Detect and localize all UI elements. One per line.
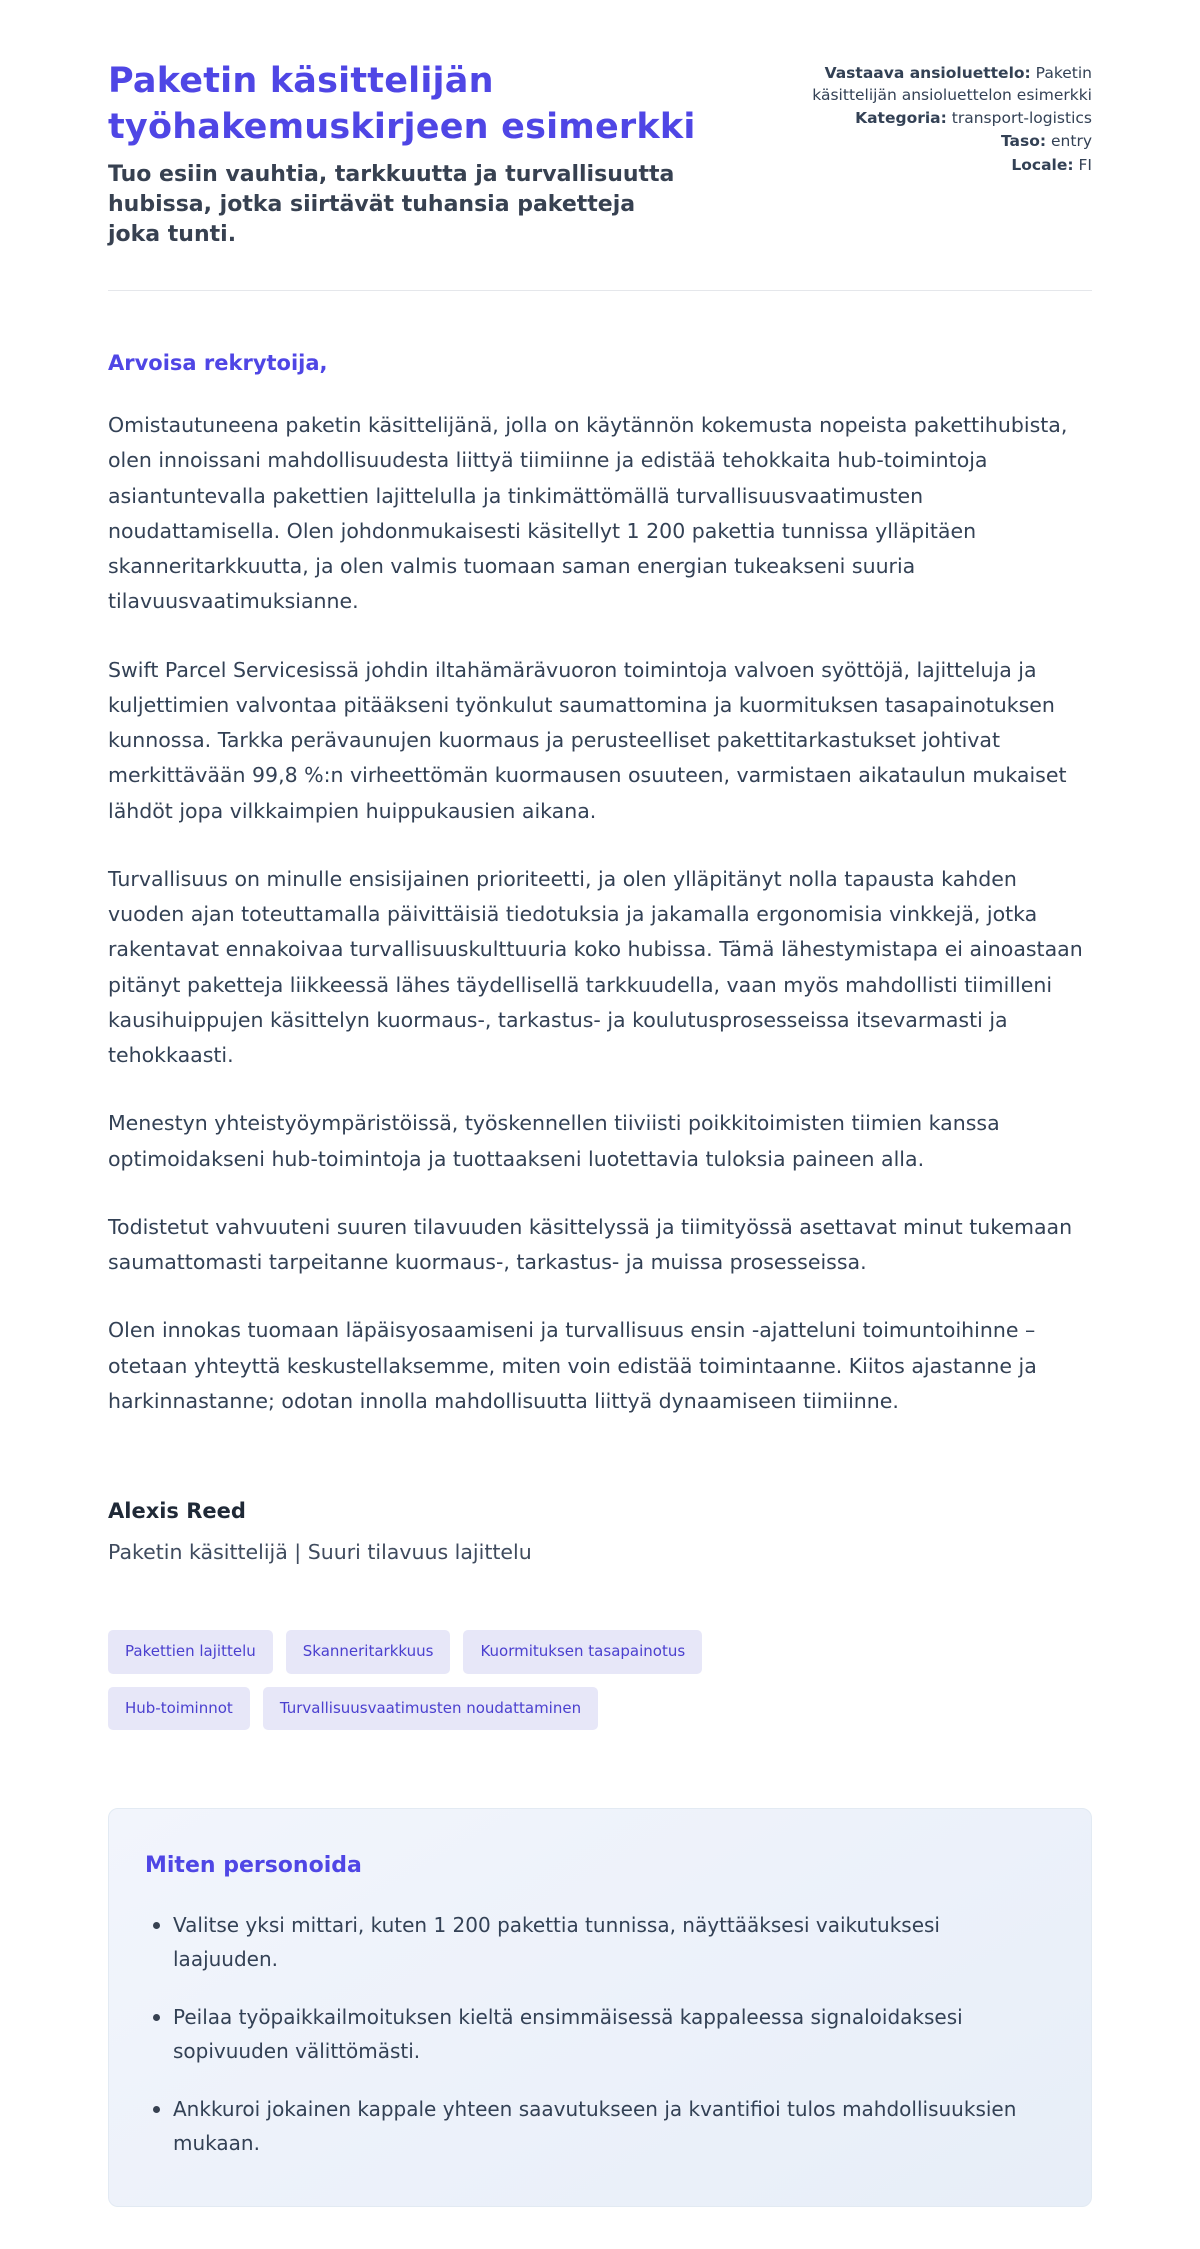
- skill-tags: [108, 1630, 808, 1730]
- header-title-block: [108, 58, 728, 250]
- paragraph: Todistetut vahvuuteni suuren tilavuuden käsittelyssä ja tiimityössä asettavat minut tukemaan saumattomasti tarpeitanne kuormaus-, tarkastus- ja muissa prosesseissa.: [108, 1214, 1073, 1275]
- meta-row-level: [792, 130, 1092, 152]
- page-subtitle: Tuo esiin vauhtia, tarkkuutta ja turvallisuutta hubissa, jotka siirtävät tuhansia paketteja joka tunti.: [108, 162, 675, 248]
- signature-role: Paketin käsittelijä | Suuri tilavuus lajittelu: [108, 1540, 532, 1565]
- meta-label: Taso:: [1000, 132, 1047, 151]
- paragraph: Menestyn yhteistyöympäristöissä, työskennellen tiiviisti poikkitoimisten tiimien kanssa optimoidakseni hub-toimintoja ja tuottaakseni luotettavia tuloksia paineen alla.: [108, 1111, 1000, 1171]
- paragraph: Turvallisuus on minulle ensisijainen prioriteetti, ja olen ylläpitänyt nolla tapausta kahden vuoden ajan toteuttamalla päivittäisiä tiedotuksia ja jakamalla ergonomisia vinkkejä, jotka rakentavat ennakoivaa turvallisuuskulttuuria koko hubissa. Tämä lähestymistapa ei ainoastaan pitänyt paketteja liikkeessä lähes täydellisellä tarkkuudella, vaan myös mahdollisti tiimilleni kausihuippujen käsittelyn kuormaus-, tarkastus- ja koulutusprosesseissa itsevarmasti ja tehokkaasti.: [108, 866, 1083, 1068]
- page-header: [108, 58, 1092, 250]
- skill-tag[interactable]: Pakettien lajittelu: [108, 1630, 273, 1674]
- skill-tag[interactable]: Hub-toiminnot: [108, 1687, 250, 1731]
- meta-label: Vastaava ansioluettelo:: [824, 64, 1031, 82]
- meta-label: Kategoria:: [855, 109, 947, 128]
- signature-name: Alexis Reed: [108, 1499, 246, 1524]
- meta-value: transport-logistics: [951, 109, 1092, 128]
- paragraph: Swift Parcel Servicesissä johdin iltahämärävuoron toimintoja valvoen syöttöjä, lajitteluja ja kuljettimien valvontaa pitääkseni työnkulut saumattomina ja kuormituksen tasapainotuksen kunnossa. Tarkka perävaunujen kuormaus ja perusteelliset pakettitarkastukset johtivat merkittävään 99,8 %:n virheettömän kuormausen osuuteen, varmistaen aikataulun mukaiset lähdöt jopa vilkkaimpien huippukausien aikana.: [108, 657, 1067, 823]
- meta-value: entry: [1051, 132, 1092, 151]
- tip-item: Peilaa työpaikkailmoituksen kieltä ensimmäisessä kappaleessa signaloidaksesi sopivuuden välittömästi.: [145, 2000, 1045, 2069]
- tips-title: Miten personoida: [145, 1853, 362, 1879]
- skill-tag[interactable]: Skanneritarkkuus: [286, 1630, 451, 1674]
- meta-panel: [792, 58, 1092, 250]
- meta-value: FI: [1078, 155, 1092, 174]
- header-divider: [108, 290, 1092, 291]
- meta-label: Locale:: [1011, 155, 1074, 174]
- meta-row-category: [792, 107, 1092, 129]
- meta-row-locale: [792, 154, 1092, 176]
- page-title: Paketin käsittelijän työhakemuskirjeen esimerkki: [108, 61, 696, 148]
- tip-item: Ankkuroi jokainen kappale yhteen saavutukseen ja kvantifioi tulos mahdollisuuksien mukaan.: [145, 2092, 1045, 2161]
- meta-row-matching-resume: [792, 62, 1092, 106]
- skill-tag[interactable]: Kuormituksen tasapainotus: [463, 1630, 702, 1674]
- letter-page: [108, 0, 1092, 2207]
- skill-tag[interactable]: Turvallisuusvaatimusten noudattaminen: [263, 1687, 598, 1731]
- paragraph: Olen innokas tuomaan läpäisyosaamiseni ja turvallisuus ensin -ajatteluni toimuntoihinne – otetaan yhteyttä keskustellaksemme, miten voin edistää toimintaanne. Kiitos ajastanne ja harkinnastanne; odotan innolla mahdollisuutta liittyä dynaamiseen tiimiinne.: [108, 1318, 1037, 1413]
- paragraph: Omistautuneena paketin käsittelijänä, jolla on käytännön kokemusta nopeista pakettihubista, olen innoissani mahdollisuudesta liittyä tiimiinne ja edistää tehokkaita hub-toimintoja asiantuntevalla pakettien lajittelulla ja tinkimättömällä turvallisuusvaatimusten noudattamisella. Olen johdonmukaisesti käsitellyt 1 200 pakettia tunnissa ylläpitäen skanneritarkkuutta, ja olen valmis tuomaan saman energian tukeakseni suuria tilavuusvaatimuksianne.: [108, 413, 1068, 614]
- letter-body: [108, 351, 1092, 1564]
- greeting: Arvoisa rekrytoija,: [108, 351, 328, 376]
- tips-list: [145, 1908, 1055, 2160]
- meta-value: Paketin käsittelijän ansioluettelon esimerkki: [812, 64, 1092, 105]
- tip-item: Valitse yksi mittari, kuten 1 200 pakettia tunnissa, näyttääksesi vaikutuksesi laajuuden.: [145, 1908, 1045, 1977]
- personalization-tips-box: [108, 1808, 1092, 2207]
